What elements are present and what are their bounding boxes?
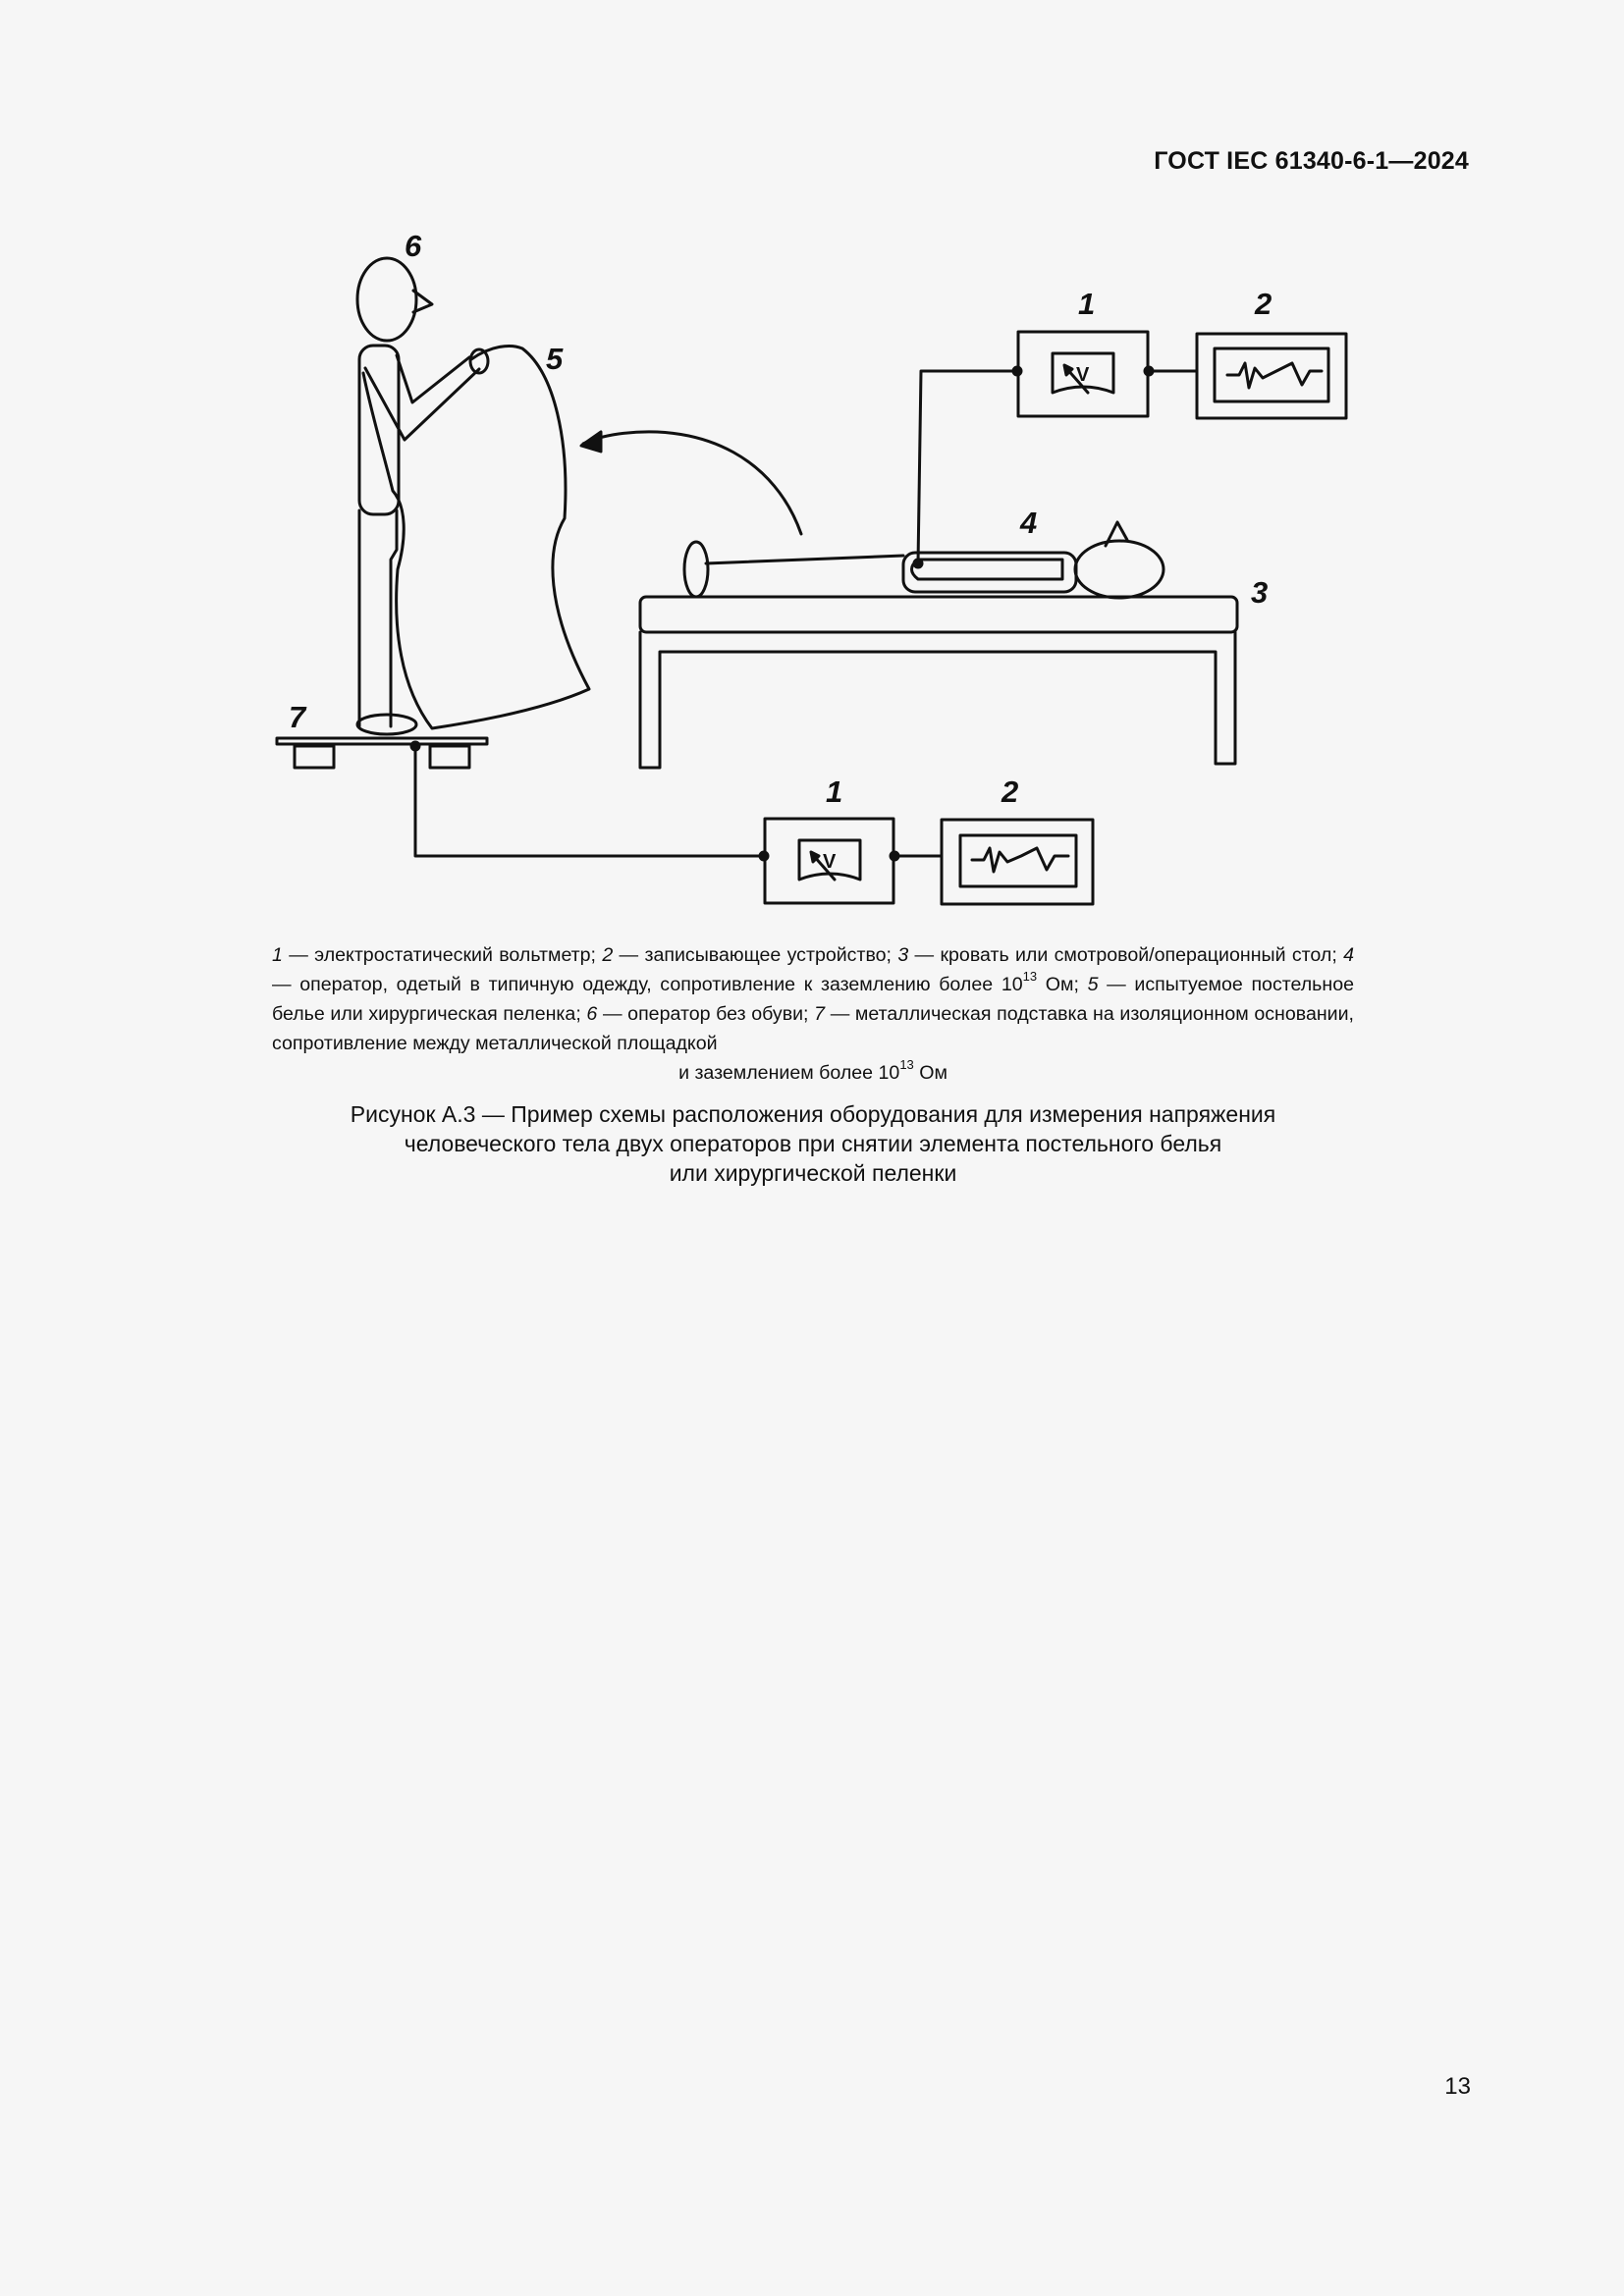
lying-operator-figure: [684, 522, 1164, 598]
legend-num: 7: [814, 1003, 826, 1025]
legend-text: — оператор, одетый в типичную одежду, сопротивление к заземлению более: [272, 974, 1001, 995]
caption-line: Рисунок А.3 — Пример схемы расположения оборудования для измерения напряжения: [350, 1101, 1276, 1127]
legend-num: 2: [602, 944, 614, 966]
label-1-top: 1: [1078, 287, 1096, 321]
legend-num: 4: [1343, 944, 1354, 966]
power-base: 10: [1001, 974, 1023, 995]
recorder-bottom: [942, 820, 1093, 904]
legend-text: — оператор без обуви;: [597, 1003, 815, 1025]
label-2-bottom: 2: [1001, 774, 1019, 809]
power-exponent: 13: [1022, 969, 1038, 985]
caption-line: человеческого тела двух операторов при снятии элемента постельного белья: [404, 1131, 1222, 1156]
recorder-top: [1197, 334, 1346, 418]
bottom-circuit-wiring: [415, 746, 941, 860]
label-2-top: 2: [1255, 287, 1272, 321]
label-7: 7: [289, 700, 306, 734]
legend-num: 6: [586, 1003, 598, 1025]
legend-text: и заземлением более: [678, 1062, 879, 1084]
page-number: 13: [1444, 2073, 1471, 2100]
legend-text: — электростатический вольтметр;: [282, 944, 603, 966]
legend-last-line: [272, 1058, 1354, 1088]
legend-num: 3: [897, 944, 909, 966]
figure-legend: [272, 940, 1354, 1088]
legend-text: — кровать или смотровой/операционный стол;: [908, 944, 1344, 966]
label-3: 3: [1251, 575, 1269, 610]
legend-body: [272, 940, 1354, 1058]
removal-arrow: [581, 432, 801, 534]
voltmeter-symbol: V: [1076, 364, 1090, 386]
top-circuit-wiring: [918, 367, 1196, 563]
label-6: 6: [405, 229, 422, 263]
legend-num: 5: [1087, 974, 1099, 995]
bed: [640, 597, 1237, 768]
power-base: 10: [878, 1062, 900, 1084]
legend-text: — металлическая подставка на изоляционном основании, сопротивление между металлической площадкой: [272, 1003, 1354, 1054]
legend-text: — записывающее устройство;: [613, 944, 898, 966]
figure-caption: [272, 1099, 1354, 1188]
legend-text: — испытуемое постельное белье или хирургическая пеленка;: [272, 974, 1355, 1025]
power-exponent: 13: [899, 1057, 914, 1073]
standing-operator-figure: [357, 258, 488, 734]
document-header: ГОСТ IEC 61340-6-1—2024: [1154, 147, 1469, 175]
label-5: 5: [546, 342, 564, 376]
insulated-platform: [277, 738, 487, 768]
legend-text: Ом;: [1037, 974, 1088, 995]
label-4: 4: [1020, 506, 1038, 540]
equipment-diagram: [0, 0, 1624, 942]
legend-text: Ом: [913, 1062, 947, 1084]
voltmeter-symbol: V: [823, 851, 837, 873]
caption-line: или хирургической пеленки: [669, 1160, 957, 1186]
legend-num: 1: [272, 944, 283, 966]
label-1-bottom: 1: [826, 774, 843, 809]
